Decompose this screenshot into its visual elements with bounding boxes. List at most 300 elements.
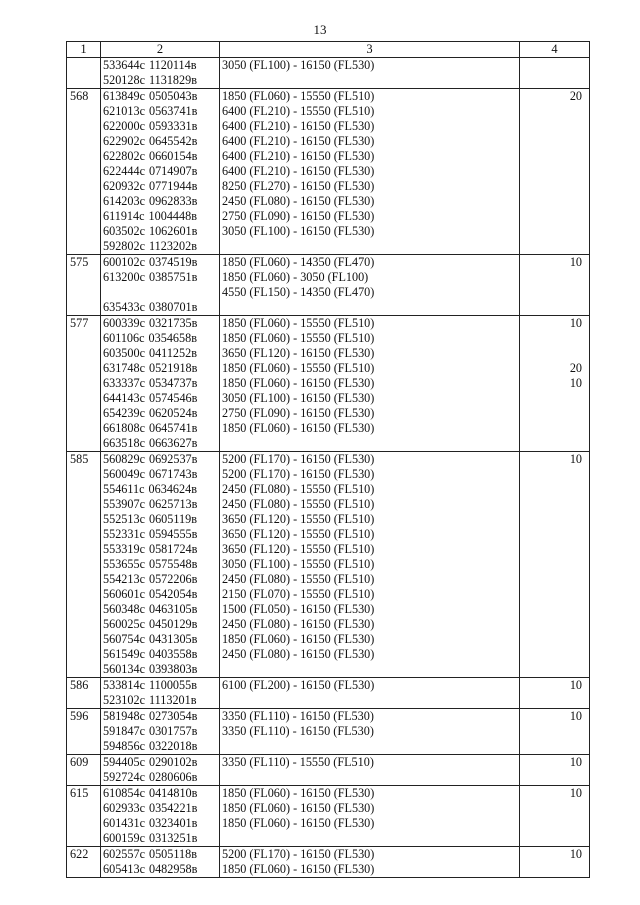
route-number: 586 (70, 678, 89, 692)
longitude-code: 0313251в (148, 831, 198, 845)
coordinate-line (101, 391, 219, 406)
levels-cell (220, 452, 520, 678)
latitude-code: 603502с (103, 224, 145, 238)
longitude-code: 0393803в (148, 662, 198, 676)
value-text (520, 693, 589, 708)
coordinates-cell (101, 58, 220, 89)
level-range: 3350 (FL110) - 16150 (FL530) (222, 724, 374, 738)
value-text (520, 801, 589, 816)
level-range: 3350 (FL110) - 15550 (FL510) (222, 755, 374, 769)
coordinate-line (101, 557, 219, 572)
latitude-code: 600159с (103, 831, 145, 845)
coordinate-line (101, 452, 219, 467)
level-range: 1850 (FL060) - 15550 (FL510) (222, 361, 375, 375)
coordinate-line (101, 239, 219, 254)
coordinate-line (101, 512, 219, 527)
coordinate-line (101, 467, 219, 482)
level-range: 3650 (FL120) - 16150 (FL530) (222, 346, 375, 360)
route-number: 609 (70, 755, 89, 769)
column-header-2: 2 (101, 42, 220, 58)
route-number-cell (67, 316, 101, 452)
latitude-code: 560134с (103, 662, 145, 676)
route-number-cell (67, 89, 101, 255)
latitude-code: 554213с (103, 572, 145, 586)
table-row (67, 452, 590, 678)
longitude-code: 0273054в (148, 709, 198, 723)
level-range: 1850 (FL060) - 16150 (FL530) (222, 632, 375, 646)
coordinate-line (101, 678, 219, 693)
table-header-row (67, 42, 590, 58)
latitude-code: 594856с (103, 739, 145, 753)
table-row (67, 58, 590, 89)
value-cell (520, 58, 590, 89)
latitude-code: 613849с (103, 89, 145, 103)
coordinates-cell (101, 678, 220, 709)
level-range: 1850 (FL060) - 15550 (FL510) (222, 331, 375, 345)
coordinate-line (101, 134, 219, 149)
level-range: 1850 (FL060) - 16150 (FL530) (222, 421, 375, 435)
latitude-code: 614203с (103, 194, 145, 208)
value-text (520, 467, 589, 482)
value-text (520, 194, 589, 209)
coordinate-line (101, 421, 219, 436)
latitude-code: 523102с (103, 693, 145, 707)
level-range: 6400 (FL210) - 16150 (FL530) (222, 164, 375, 178)
level-range: 2750 (FL090) - 16150 (FL530) (222, 209, 375, 223)
coordinate-line (101, 816, 219, 831)
latitude-code: 622000с (103, 119, 145, 133)
level-range: 1850 (FL060) - 16150 (FL530) (222, 376, 375, 390)
latitude-code: 553655с (103, 557, 145, 571)
value-text (520, 497, 589, 512)
table-row (67, 678, 590, 709)
level-range (220, 73, 519, 88)
coordinate-line (101, 331, 219, 346)
column-header-4: 4 (520, 42, 590, 58)
level-range: 6100 (FL200) - 16150 (FL530) (222, 678, 375, 692)
levels-cell (220, 847, 520, 878)
value-text (520, 346, 589, 361)
value-text: 10 (569, 847, 582, 861)
value-text (520, 512, 589, 527)
coordinates-cell (101, 255, 220, 316)
coordinate-line (101, 831, 219, 846)
longitude-code: 0380701в (148, 300, 198, 314)
levels-cell (220, 786, 520, 847)
level-range: 2450 (FL080) - 16150 (FL530) (222, 647, 375, 661)
level-range (220, 662, 519, 677)
level-range: 5200 (FL170) - 16150 (FL530) (222, 467, 375, 481)
level-range: 6400 (FL210) - 16150 (FL530) (222, 149, 375, 163)
level-range: 3050 (FL100) - 16150 (FL530) (222, 224, 375, 238)
latitude-code: 552331с (103, 527, 145, 541)
value-text (520, 482, 589, 497)
level-range: 2750 (FL090) - 16150 (FL530) (222, 406, 375, 420)
value-text (520, 617, 589, 632)
value-text (520, 119, 589, 134)
coordinate-line (101, 862, 219, 877)
coordinate-line (101, 300, 219, 315)
coordinate-line (101, 572, 219, 587)
value-text: 20 (569, 89, 582, 103)
table-row (67, 709, 590, 755)
latitude-code: 560829с (103, 452, 145, 466)
value-text: 10 (569, 452, 582, 466)
value-text: 10 (569, 755, 582, 769)
coordinate-line (101, 224, 219, 239)
longitude-code: 1131829в (148, 73, 197, 87)
value-text (520, 542, 589, 557)
level-range: 3650 (FL120) - 15550 (FL510) (222, 512, 375, 526)
value-text (520, 239, 589, 254)
coordinate-line (101, 361, 219, 376)
longitude-code: 1004448в (148, 209, 197, 223)
coordinate-line (101, 89, 219, 104)
value-text (520, 134, 589, 149)
value-cell (520, 755, 590, 786)
coordinate-line (101, 647, 219, 662)
column-header-1: 1 (67, 42, 101, 58)
latitude-code: 613200с (103, 270, 145, 284)
levels-cell (220, 255, 520, 316)
level-range: 2450 (FL080) - 16150 (FL530) (222, 617, 375, 631)
route-number: 596 (70, 709, 89, 723)
longitude-code: 0354221в (148, 801, 198, 815)
coordinate-line (101, 693, 219, 708)
latitude-code: 631748с (103, 361, 145, 375)
value-text (520, 572, 589, 587)
latitude-code: 622444с (103, 164, 145, 178)
value-text (520, 662, 589, 677)
latitude-code: 605413с (103, 862, 145, 876)
longitude-code: 0620524в (148, 406, 198, 420)
value-cell (520, 452, 590, 678)
levels-cell (220, 89, 520, 255)
coordinate-line (101, 739, 219, 754)
longitude-code: 0323401в (148, 816, 198, 830)
latitude-code: 594405с (103, 755, 145, 769)
longitude-code: 1113201в (148, 693, 197, 707)
value-text (520, 391, 589, 406)
longitude-code: 0301757в (148, 724, 198, 738)
coordinate-line (101, 406, 219, 421)
longitude-code: 0354658в (148, 331, 197, 345)
longitude-code: 0645542в (148, 134, 198, 148)
table-row (67, 786, 590, 847)
coordinate-line (101, 617, 219, 632)
coordinate-line (101, 709, 219, 724)
longitude-code: 1120114в (148, 58, 197, 72)
longitude-code: 0572206в (148, 572, 198, 586)
coordinate-line (101, 376, 219, 391)
level-range: 2450 (FL080) - 15550 (FL510) (222, 572, 375, 586)
longitude-code: 0593331в (148, 119, 198, 133)
longitude-code: 0581724в (148, 542, 198, 556)
coordinate-line (101, 179, 219, 194)
value-text: 10 (569, 255, 582, 269)
coordinate-line (101, 58, 219, 73)
value-text (520, 436, 589, 451)
coordinate-line (101, 346, 219, 361)
route-number: 577 (70, 316, 89, 330)
coordinates-cell (101, 755, 220, 786)
level-range (220, 770, 519, 785)
level-range: 3350 (FL110) - 16150 (FL530) (222, 709, 374, 723)
level-range: 1850 (FL060) - 16150 (FL530) (222, 816, 375, 830)
level-range: 1850 (FL060) - 16150 (FL530) (222, 786, 375, 800)
value-text (520, 164, 589, 179)
latitude-code: 560754с (103, 632, 145, 646)
value-text: 10 (569, 376, 582, 390)
value-text (520, 331, 589, 346)
longitude-code: 0463105в (148, 602, 198, 616)
value-text (520, 724, 589, 739)
latitude-code: 661808с (103, 421, 145, 435)
value-text (520, 647, 589, 662)
level-range: 6400 (FL210) - 16150 (FL530) (222, 119, 375, 133)
level-range: 5200 (FL170) - 16150 (FL530) (222, 452, 375, 466)
longitude-code: 0280606в (148, 770, 198, 784)
value-cell (520, 316, 590, 452)
latitude-code: 600102с (103, 255, 145, 269)
level-range: 3050 (FL100) - 16150 (FL530) (222, 58, 375, 72)
longitude-code: 0450129в (148, 617, 198, 631)
coordinate-line (101, 285, 219, 300)
coordinate-line (101, 542, 219, 557)
level-range: 1500 (FL050) - 16150 (FL530) (222, 602, 375, 616)
level-range (220, 239, 519, 254)
longitude-code: 0505043в (148, 89, 198, 103)
latitude-code: 602557с (103, 847, 145, 861)
coordinate-line (101, 724, 219, 739)
table-row (67, 847, 590, 878)
route-table (66, 41, 590, 878)
latitude-code: 603500с (103, 346, 145, 360)
level-range (220, 739, 519, 754)
level-range: 3650 (FL120) - 15550 (FL510) (222, 527, 375, 541)
longitude-code: 0574546в (148, 391, 198, 405)
coordinates-cell (101, 452, 220, 678)
value-cell (520, 847, 590, 878)
latitude-code: 533814с (103, 678, 145, 692)
longitude-code: 1062601в (148, 224, 198, 238)
longitude-code: 0321735в (148, 316, 198, 330)
coordinate-line (101, 602, 219, 617)
coordinate-line (101, 801, 219, 816)
coordinates-cell (101, 847, 220, 878)
route-number-cell (67, 847, 101, 878)
coordinate-line (101, 119, 219, 134)
longitude-code: 0290102в (148, 755, 198, 769)
latitude-code: 591847с (103, 724, 145, 738)
value-text (520, 527, 589, 542)
latitude-code: 520128с (103, 73, 145, 87)
coordinate-line (101, 632, 219, 647)
coordinate-line (101, 847, 219, 862)
level-range: 1850 (FL060) - 3050 (FL100) (222, 270, 369, 284)
latitude-code: 622802с (103, 149, 145, 163)
longitude-code: 0634624в (148, 482, 197, 496)
value-text: 10 (569, 786, 582, 800)
coordinates-cell (101, 316, 220, 452)
value-text (520, 73, 589, 88)
levels-cell (220, 58, 520, 89)
value-cell (520, 255, 590, 316)
value-text (520, 300, 589, 315)
coordinate-line (101, 755, 219, 770)
longitude-code: 1123202в (148, 239, 197, 253)
level-range: 4550 (FL150) - 14350 (FL470) (222, 285, 375, 299)
latitude-code: 560049с (103, 467, 145, 481)
value-text (520, 632, 589, 647)
longitude-code: 0563741в (148, 104, 198, 118)
latitude-code: 663518с (103, 436, 145, 450)
value-text (520, 602, 589, 617)
route-number: 615 (70, 786, 89, 800)
latitude-code: 561549с (103, 647, 145, 661)
levels-cell (220, 316, 520, 452)
level-range (220, 831, 519, 846)
longitude-code: 0962833в (148, 194, 198, 208)
route-number-cell (67, 255, 101, 316)
value-text (520, 285, 589, 300)
table-row (67, 89, 590, 255)
value-text: 20 (569, 361, 582, 375)
route-number-cell (67, 58, 101, 89)
value-text: 10 (569, 678, 582, 692)
level-range: 2450 (FL080) - 15550 (FL510) (222, 497, 375, 511)
coordinate-line (101, 209, 219, 224)
longitude-code: 0505118в (148, 847, 197, 861)
value-text (520, 179, 589, 194)
longitude-code: 0605119в (148, 512, 197, 526)
levels-cell (220, 709, 520, 755)
value-text (520, 224, 589, 239)
longitude-code: 0374519в (148, 255, 198, 269)
coordinate-line (101, 270, 219, 285)
longitude-code: 0534737в (148, 376, 198, 390)
longitude-code: 0414810в (148, 786, 198, 800)
longitude-code: 0645741в (148, 421, 198, 435)
latitude-code: 553907с (103, 497, 145, 511)
latitude-code: 644143с (103, 391, 145, 405)
latitude-code: 553319с (103, 542, 145, 556)
longitude-code: 0671743в (148, 467, 198, 481)
value-text (520, 406, 589, 421)
longitude-code: 0385751в (148, 270, 198, 284)
coordinate-line (101, 73, 219, 88)
coordinate-line (101, 587, 219, 602)
coordinate-line (101, 436, 219, 451)
latitude-code: 620932с (103, 179, 145, 193)
level-range: 3050 (FL100) - 15550 (FL510) (222, 557, 375, 571)
coordinate-line (101, 164, 219, 179)
level-range: 1850 (FL060) - 15550 (FL510) (222, 316, 375, 330)
value-cell (520, 678, 590, 709)
coordinate-line (101, 662, 219, 677)
route-number: 585 (70, 452, 89, 466)
level-range: 6400 (FL210) - 15550 (FL510) (222, 104, 375, 118)
table-row (67, 755, 590, 786)
value-text: 10 (569, 709, 582, 723)
latitude-code: 635433с (103, 300, 145, 314)
level-range: 1850 (FL060) - 16150 (FL530) (222, 862, 375, 876)
level-range (220, 693, 519, 708)
longitude-code: 0411252в (148, 346, 197, 360)
longitude-code: 0542054в (148, 587, 198, 601)
latitude-code: 610854с (103, 786, 145, 800)
latitude-code: 560601с (103, 587, 145, 601)
latitude-code: 560025с (103, 617, 145, 631)
coordinates-cell (101, 709, 220, 755)
longitude-code: 0575548в (148, 557, 198, 571)
level-range: 1850 (FL060) - 14350 (FL470) (222, 255, 375, 269)
coordinate-line (101, 786, 219, 801)
route-number: 568 (70, 89, 89, 103)
latitude-code: 592802с (103, 239, 145, 253)
value-text (520, 58, 589, 73)
latitude-code: 654239с (103, 406, 145, 420)
value-text (520, 270, 589, 285)
table-row (67, 316, 590, 452)
route-number-cell (67, 678, 101, 709)
coordinates-cell (101, 786, 220, 847)
latitude-code: 592724с (103, 770, 145, 784)
level-range (220, 436, 519, 451)
value-text (520, 209, 589, 224)
value-cell (520, 89, 590, 255)
coordinate-line (101, 255, 219, 270)
longitude-code: 0660154в (148, 149, 198, 163)
route-number-cell (67, 452, 101, 678)
latitude-code: 601431с (103, 816, 145, 830)
latitude-code: 622902с (103, 134, 145, 148)
route-number-cell (67, 755, 101, 786)
coordinate-line (101, 316, 219, 331)
latitude-code: 611914с (103, 209, 145, 223)
route-number: 622 (70, 847, 89, 861)
value-cell (520, 786, 590, 847)
latitude-code: 621013с (103, 104, 145, 118)
value-text (520, 557, 589, 572)
longitude-code: 0625713в (148, 497, 198, 511)
route-number-cell (67, 786, 101, 847)
longitude-code: 0663627в (148, 436, 198, 450)
longitude-code: 0482958в (148, 862, 198, 876)
level-range: 3050 (FL100) - 16150 (FL530) (222, 391, 375, 405)
latitude-code: 554611с (103, 482, 145, 496)
longitude-code: 0521918в (148, 361, 198, 375)
latitude-code: 560348с (103, 602, 145, 616)
longitude-code: 0431305в (148, 632, 198, 646)
level-range: 1850 (FL060) - 16150 (FL530) (222, 801, 375, 815)
level-range: 2450 (FL080) - 16150 (FL530) (222, 194, 375, 208)
longitude-code: 0771944в (148, 179, 198, 193)
table-row (67, 255, 590, 316)
levels-cell (220, 755, 520, 786)
route-number-cell (67, 709, 101, 755)
column-header-3: 3 (220, 42, 520, 58)
value-cell (520, 709, 590, 755)
level-range: 2150 (FL070) - 15550 (FL510) (222, 587, 375, 601)
latitude-code: 633337с (103, 376, 145, 390)
value-text: 10 (569, 316, 582, 330)
level-range: 1850 (FL060) - 15550 (FL510) (222, 89, 375, 103)
longitude-code: 0692537в (148, 452, 198, 466)
latitude-code: 602933с (103, 801, 145, 815)
level-range: 5200 (FL170) - 16150 (FL530) (222, 847, 375, 861)
longitude-code: 1100055в (148, 678, 197, 692)
